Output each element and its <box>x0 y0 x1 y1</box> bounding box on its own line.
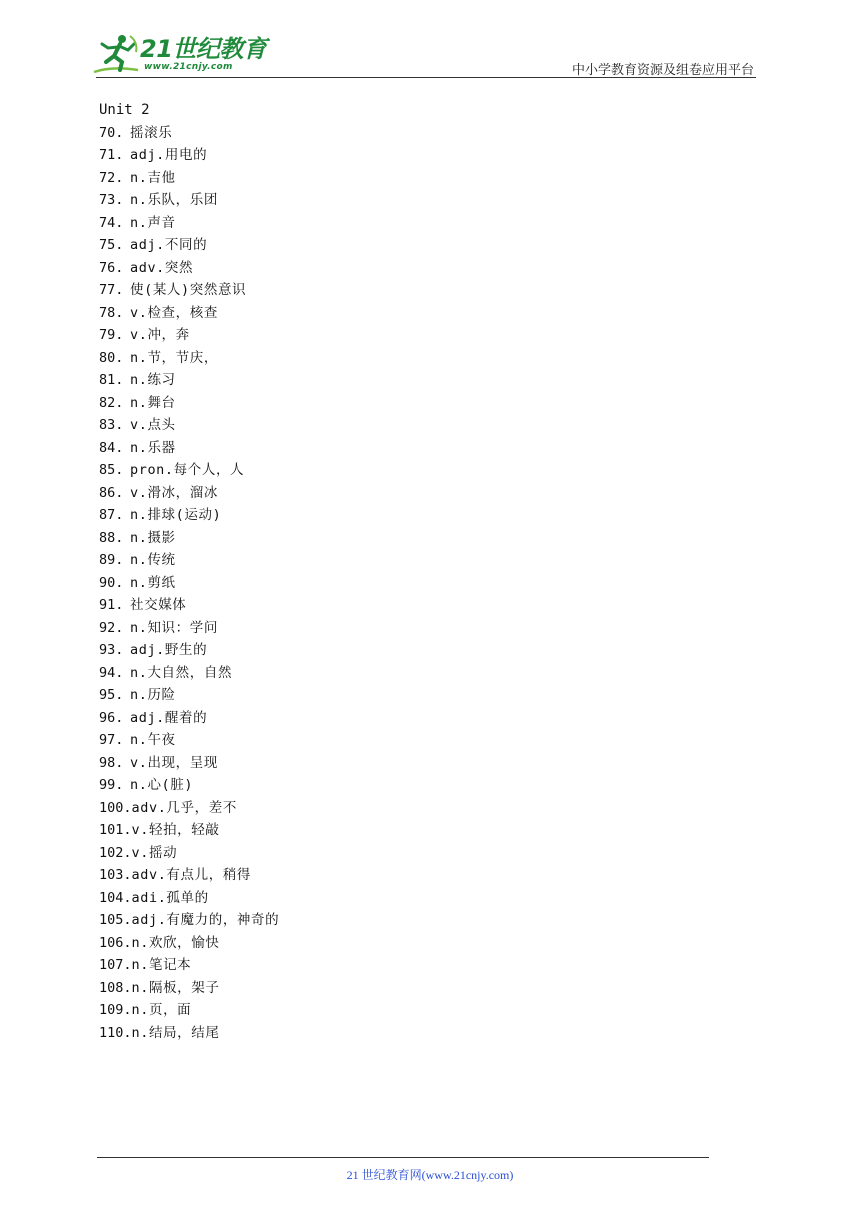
item-definition: adi.孤单的 <box>131 889 209 906</box>
item-definition: v.轻拍，轻敲 <box>131 822 220 838</box>
item-definition: n.结局，结尾 <box>131 1024 220 1041</box>
item-number: 92. <box>99 619 124 636</box>
list-item <box>99 909 739 932</box>
item-definition: n.练习 <box>130 372 176 388</box>
list-item <box>99 707 739 730</box>
item-number: 109. <box>99 1002 132 1018</box>
item-number: 77. <box>99 282 124 298</box>
item-definition: n.知识：学问 <box>130 619 218 636</box>
item-number: 74. <box>99 214 124 231</box>
item-number: 107. <box>99 957 132 973</box>
item-number: 86. <box>99 484 124 501</box>
item-definition: n.页，面 <box>131 1002 192 1018</box>
item-definition: n.乐器 <box>130 439 176 456</box>
item-number: 82. <box>99 394 124 411</box>
item-definition: n.乐队，乐团 <box>130 192 218 208</box>
list-item <box>99 369 739 392</box>
list-item <box>99 414 739 437</box>
list-item <box>99 234 739 257</box>
list-item <box>99 504 739 527</box>
item-number: 93. <box>99 642 124 658</box>
vocabulary-list <box>99 122 739 1045</box>
item-definition: v.滑冰，溜冰 <box>130 484 218 501</box>
item-definition: adj.野生的 <box>130 642 208 658</box>
item-number: 105. <box>99 912 132 928</box>
item-definition: n.传统 <box>130 552 176 568</box>
item-number: 71. <box>99 147 124 163</box>
item-definition: v.冲，奔 <box>130 327 190 343</box>
item-number: 90. <box>99 574 124 591</box>
item-definition: n.吉他 <box>130 169 176 186</box>
list-item <box>99 617 739 640</box>
platform-tagline: 中小学教育资源及组卷应用平台 <box>571 63 754 78</box>
item-definition: 摇滚乐 <box>130 124 173 141</box>
list-item <box>99 482 739 505</box>
item-definition: n.午夜 <box>130 732 176 748</box>
item-number: 104. <box>99 889 132 906</box>
list-item <box>99 774 739 797</box>
item-definition: n.隔板，架子 <box>131 979 220 996</box>
item-definition: n.大自然，自然 <box>130 664 233 681</box>
item-definition: n.声音 <box>130 214 176 231</box>
list-item <box>99 347 739 370</box>
item-number: 98. <box>99 754 124 771</box>
list-item <box>99 549 739 572</box>
list-item <box>99 842 739 865</box>
unit-title: Unit 2 <box>99 102 150 118</box>
list-item <box>99 864 739 887</box>
item-definition: adv.几乎，差不 <box>131 799 237 816</box>
list-item <box>99 954 739 977</box>
item-number: 81. <box>99 372 124 388</box>
item-number: 99. <box>99 777 124 793</box>
logo-wordmark: 21世纪教育 <box>140 35 267 63</box>
list-item <box>99 797 739 820</box>
item-definition: v.点头 <box>130 417 176 433</box>
item-number: 80. <box>99 349 124 366</box>
item-number: 101. <box>99 822 132 838</box>
item-number: 95. <box>99 687 124 703</box>
item-number: 97. <box>99 732 124 748</box>
page-header <box>0 0 860 80</box>
list-item <box>99 459 739 482</box>
list-item <box>99 437 739 460</box>
runner-logo-icon <box>92 32 142 78</box>
item-definition: n.历险 <box>130 687 176 703</box>
item-number: 110. <box>99 1024 132 1041</box>
item-definition: adj.不同的 <box>130 237 208 253</box>
list-item <box>99 752 739 775</box>
list-item <box>99 189 739 212</box>
list-item <box>99 819 739 842</box>
list-item <box>99 594 739 617</box>
list-item <box>99 257 739 280</box>
item-number: 103. <box>99 867 132 883</box>
item-definition: adv.突然 <box>130 259 194 276</box>
footer-source: 21 世纪教育网(www.21cnjy.com) <box>346 1168 514 1182</box>
item-definition: adj.有魔力的，神奇的 <box>131 912 280 928</box>
item-definition: 社交媒体 <box>130 597 187 613</box>
logo-url: www.21cnjy.com <box>144 62 233 72</box>
list-item <box>99 167 739 190</box>
list-item <box>99 527 739 550</box>
list-item <box>99 684 739 707</box>
list-item <box>99 122 739 145</box>
footer-divider <box>97 1157 709 1158</box>
item-definition: n.心(脏) <box>130 777 194 793</box>
header-divider <box>96 77 756 78</box>
item-number: 78. <box>99 304 124 321</box>
list-item <box>99 977 739 1000</box>
item-definition: n.排球(运动) <box>130 507 222 523</box>
item-number: 83. <box>99 417 124 433</box>
item-number: 72. <box>99 169 124 186</box>
list-item <box>99 999 739 1022</box>
item-number: 100. <box>99 799 132 816</box>
item-number: 76. <box>99 259 124 276</box>
document-body <box>99 99 739 1044</box>
item-definition: pron.每个人，人 <box>130 462 245 478</box>
item-number: 73. <box>99 192 124 208</box>
list-item <box>99 887 739 910</box>
item-definition: n.舞台 <box>130 394 176 411</box>
list-item <box>99 1022 739 1045</box>
list-item <box>99 392 739 415</box>
item-definition: v.摇动 <box>131 844 178 861</box>
item-definition: v.检查，核查 <box>130 304 218 321</box>
item-definition: v.出现，呈现 <box>130 754 218 771</box>
item-definition: n.欢欣，愉快 <box>131 934 220 951</box>
list-item <box>99 279 739 302</box>
item-number: 108. <box>99 979 132 996</box>
item-definition: adv.有点儿，稍得 <box>131 867 252 883</box>
list-item <box>99 729 739 752</box>
item-number: 84. <box>99 439 124 456</box>
list-item <box>99 932 739 955</box>
item-number: 87. <box>99 507 124 523</box>
item-number: 79. <box>99 327 124 343</box>
item-definition: n.节，节庆， <box>130 349 218 366</box>
item-definition: n.摄影 <box>130 529 176 546</box>
item-definition: adj.醒着的 <box>130 709 208 726</box>
logo <box>92 32 267 78</box>
list-item <box>99 639 739 662</box>
item-number: 85. <box>99 462 124 478</box>
item-number: 94. <box>99 664 124 681</box>
list-item <box>99 572 739 595</box>
list-item <box>99 144 739 167</box>
item-definition: n.笔记本 <box>131 957 192 973</box>
item-number: 88. <box>99 529 124 546</box>
item-definition: n.剪纸 <box>130 574 176 591</box>
item-number: 102. <box>99 844 132 861</box>
item-number: 106. <box>99 934 132 951</box>
list-item <box>99 324 739 347</box>
list-item <box>99 662 739 685</box>
item-definition: adj.用电的 <box>130 147 208 163</box>
item-number: 75. <box>99 237 124 253</box>
item-number: 89. <box>99 552 124 568</box>
item-definition: 使(某人)突然意识 <box>130 282 247 298</box>
item-number: 91. <box>99 597 124 613</box>
list-item <box>99 302 739 325</box>
list-item <box>99 212 739 235</box>
item-number: 96. <box>99 709 124 726</box>
item-number: 70. <box>99 124 124 141</box>
